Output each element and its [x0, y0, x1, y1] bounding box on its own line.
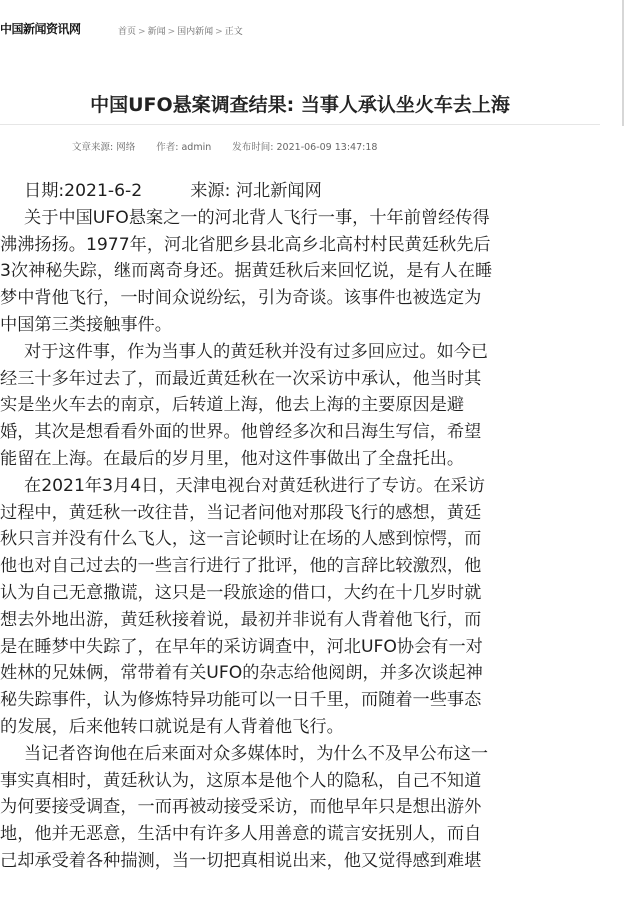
breadcrumb-separator: > — [167, 27, 176, 37]
paragraph-line: 想去外地出游，黄廷秋接着说，最初并非说有人背着他飞行，而 — [0, 609, 482, 630]
dateline-source: 来源: 河北新闻网 — [190, 181, 322, 201]
paragraph-line: 对于这件事，作为当事人的黄廷秋并没有过多回应过。如今已 — [24, 341, 489, 362]
article-meta — [72, 139, 395, 153]
paragraph-line: 事实真相时，黄廷秋认为，这原本是他个人的隐私，自己不知道 — [0, 770, 482, 791]
paragraph-line: 梦中背他飞行，一时间众说纷纭，引为奇谈。该事件也被选定为 — [0, 288, 482, 309]
paragraph-line: 认为自己无意撒谎，这只是一段旅途的借口，大约在十几岁时就 — [0, 582, 482, 603]
paragraph-line: 秋只言并没有什么飞人，这一言论顿时让在场的人感到惊愕，而 — [0, 529, 482, 550]
dateline — [0, 178, 640, 205]
paragraph-line: 实是坐火车去的南京，后转道上海，他去上海的主要原因是避 — [0, 395, 465, 416]
paragraph-line: 能留在上海。在最后的岁月里，他对这件事做出了全盘托出。 — [0, 448, 465, 469]
article-title: 中国UFO悬案调查结果: 当事人承认坐火车去上海 — [90, 94, 510, 116]
breadcrumb-current: 正文 — [224, 27, 243, 37]
paragraph-line: 他也对自己过去的一些言行进行了批评，他的言辞比较激烈，他 — [0, 556, 482, 577]
paragraph-line: 是在睡梦中失踪了，在早年的采访调查中，河北UFO协会有一对 — [0, 636, 483, 657]
breadcrumb-news[interactable]: 新闻 — [147, 27, 166, 37]
article-author: 作者: admin — [156, 142, 212, 153]
dateline-date: 日期:2021-6-2 — [24, 181, 143, 201]
article-source: 文章来源: 网络 — [72, 142, 136, 153]
paragraph-line: 地，他并无恶意，生活中有许多人用善意的谎言安抚别人，而自 — [0, 824, 482, 845]
site-logo[interactable]: 中国新闻资讯网 — [0, 22, 81, 36]
breadcrumb-separator: > — [215, 27, 223, 37]
paragraph-line: 经三十多年过去了，而最近黄廷秋在一次采访中承认，他当时其 — [0, 368, 482, 389]
paragraph-line: 婚，其次是想看看外面的世界。他曾经多次和吕海生写信，希望 — [0, 422, 482, 443]
paragraph-line: 关于中国UFO悬案之一的河北背人飞行一事，十年前曾经传得 — [24, 207, 490, 228]
breadcrumb-separator: > — [138, 27, 146, 37]
paragraph-line: 3次神秘失踪，继而离奇身还。据黄廷秋后来回忆说，是有人在睡 — [0, 261, 493, 282]
paragraph-line: 己却承受着各种揣测，当一切把真相说出来，他又觉得感到难堪 — [0, 850, 482, 871]
article-published-time: 发布时间: 2021-06-09 13:47:18 — [232, 142, 378, 153]
paragraph-line: 过程中，黄廷秋一改往昔，当记者问他对那段飞行的感想，黄廷 — [0, 502, 482, 523]
paragraph-line: 的发展，后来他转口就说是有人背着他飞行。 — [0, 716, 344, 737]
paragraph-line: 中国第三类接触事件。 — [0, 314, 172, 335]
paragraph-line: 当记者咨询他在后来面对众多媒体时，为什么不及早公布这一 — [24, 743, 489, 764]
breadcrumb-domestic-news[interactable]: 国内新闻 — [177, 27, 214, 37]
breadcrumb — [118, 24, 243, 37]
site-header — [0, 0, 640, 44]
page-edge-divider — [622, 0, 624, 126]
paragraph-line: 姓林的兄妹俩，常带着有关UFO的杂志给他阅朗，并多次谈起神 — [0, 663, 483, 684]
paragraph-line: 秘失踪事件，认为修炼特异功能可以一日千里，而随着一些事态 — [0, 690, 482, 711]
paragraph-line: 沸沸扬扬。1977年，河北省肥乡县北高乡北高村村民黄廷秋先后 — [0, 234, 491, 255]
title-divider — [0, 124, 600, 125]
article-body — [0, 178, 640, 875]
breadcrumb-home[interactable]: 首页 — [118, 27, 137, 37]
paragraph-line: 为何要接受调查，一而再被动接受采访，而他早年只是想出游外 — [0, 797, 482, 818]
paragraph-line: 在2021年3月4日，天津电视台对黄廷秋进行了专访。在采访 — [24, 475, 485, 496]
